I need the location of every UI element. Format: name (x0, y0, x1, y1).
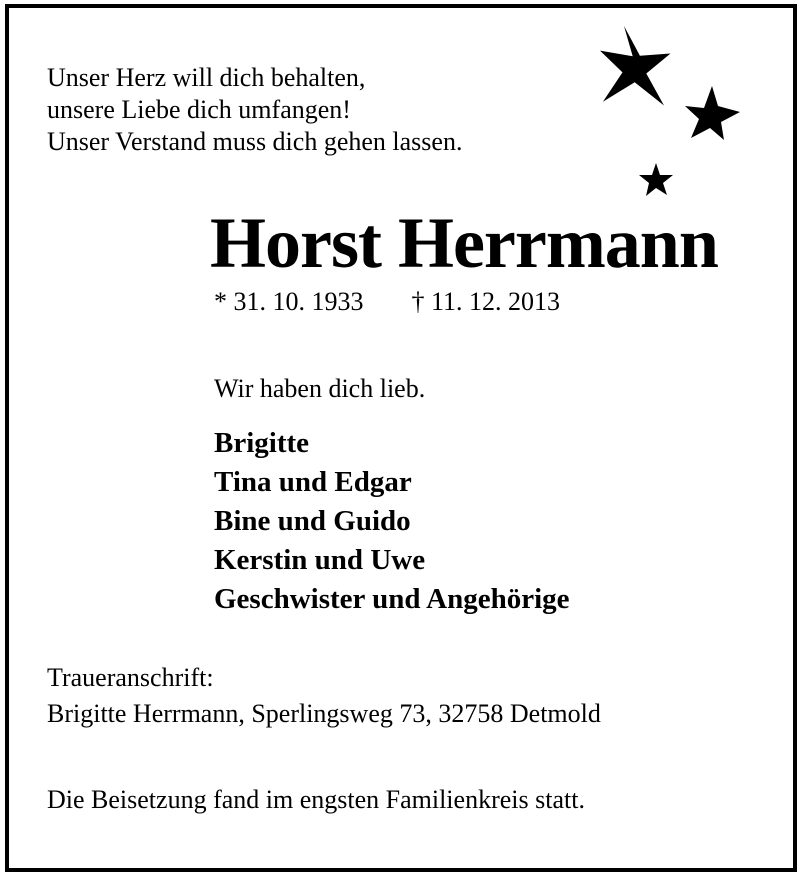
mourners-list (214, 424, 570, 619)
star-icon (685, 86, 740, 140)
poem-line: Unser Herz will dich behalten, (47, 63, 366, 92)
condolence-address (47, 660, 601, 732)
mourner: Geschwister und Angehörige (214, 583, 570, 615)
address-line: Brigitte Herrmann, Sperlingsweg 73, 32758 Detmold (47, 699, 601, 728)
birth-date: * 31. 10. 1933 (214, 287, 364, 316)
mourner: Kerstin und Uwe (214, 544, 426, 576)
funeral-note: Die Beisetzung fand im engsten Familienkreis statt. (47, 785, 585, 814)
poem-line: Unser Verstand muss dich gehen lassen. (47, 127, 463, 156)
farewell-message: Wir haben dich lieb. (214, 374, 426, 403)
death-date: † 11. 12. 2013 (411, 287, 561, 316)
star-icon (639, 163, 673, 196)
poem (47, 62, 462, 158)
life-dates (214, 286, 560, 318)
mourner: Brigitte (214, 427, 310, 459)
address-label: Traueranschrift: (47, 663, 214, 692)
stars-decoration (590, 20, 760, 210)
mourner: Tina und Edgar (214, 466, 412, 498)
deceased-name: Horst Herrmann (210, 203, 718, 283)
mourner: Bine und Guido (214, 505, 411, 537)
star-icon (600, 26, 671, 106)
poem-line: unsere Liebe dich umfangen! (47, 95, 351, 124)
